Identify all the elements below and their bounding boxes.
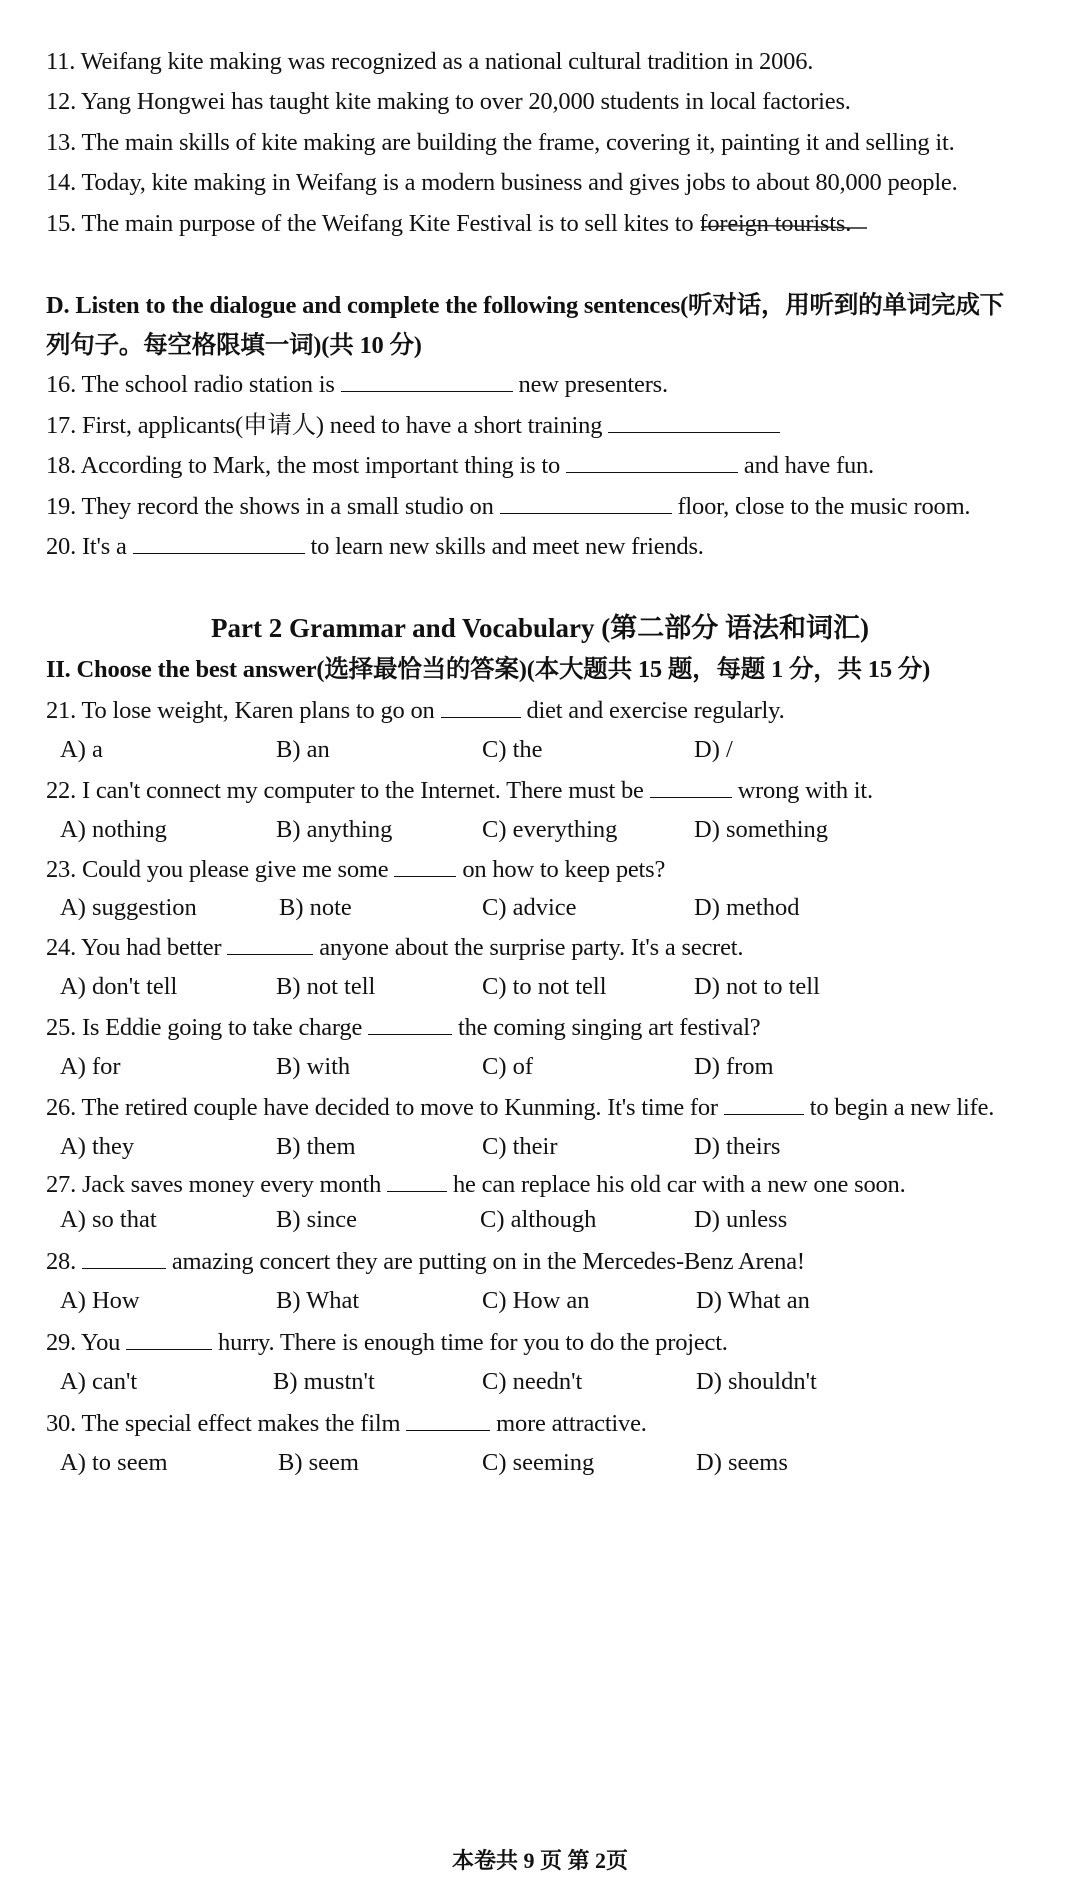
option-25-c[interactable]: C) of xyxy=(482,1053,534,1080)
question-22 xyxy=(46,775,1060,806)
option-21-a[interactable]: A) a xyxy=(60,736,103,763)
question-21-text: 21. To lose weight, Karen plans to go on xyxy=(46,697,441,724)
statement-15 xyxy=(46,209,1060,239)
question-23-tail: on how to keep pets? xyxy=(456,856,666,883)
question-26-text: 26. The retired couple have decided to move to Kunming. It's time for xyxy=(46,1094,724,1121)
question-28-tail: amazing concert they are putting on in the Mercedes-Benz Arena! xyxy=(165,1248,805,1275)
option-30-d[interactable]: D) seems xyxy=(696,1449,788,1476)
options-23 xyxy=(0,893,1080,923)
question-26 xyxy=(46,1092,1060,1123)
statement-15-text: 15. The main purpose of the Weifang Kite Festival is to sell kites to xyxy=(46,210,700,237)
question-27-tail: he can replace his old car with a new one soon. xyxy=(447,1171,906,1198)
options-21 xyxy=(0,735,1080,765)
options-22 xyxy=(0,815,1080,845)
option-23-d[interactable]: D) method xyxy=(694,894,800,921)
question-20-text: 20. It's a xyxy=(46,533,133,560)
part-2-title: Part 2 Grammar and Vocabulary (第二部分 语法和词汇) xyxy=(211,613,869,643)
question-19 xyxy=(46,491,1060,522)
statement-13: 13. The main skills of kite making are building the frame, covering it, painting it and selling it. xyxy=(46,129,955,156)
option-21-d[interactable]: D) / xyxy=(694,736,733,763)
answer-blank-19[interactable] xyxy=(500,491,672,514)
options-27 xyxy=(0,1205,1080,1235)
question-17-text: 17. First, applicants(申请人) need to have a short training xyxy=(46,412,609,439)
answer-blank-16[interactable] xyxy=(341,369,513,392)
statement-12: 12. Yang Hongwei has taught kite making to over 20,000 students in local factories. xyxy=(46,88,851,115)
option-25-a[interactable]: A) for xyxy=(60,1053,121,1080)
answer-blank-18[interactable] xyxy=(566,450,738,473)
question-16-text: 16. The school radio station is xyxy=(46,371,341,398)
question-28 xyxy=(46,1246,1060,1277)
question-27 xyxy=(46,1169,1060,1200)
option-28-c[interactable]: C) How an xyxy=(482,1287,590,1314)
option-30-a[interactable]: A) to seem xyxy=(60,1449,168,1476)
options-25 xyxy=(0,1052,1080,1082)
option-28-a[interactable]: A) How xyxy=(60,1287,140,1314)
option-26-c[interactable]: C) their xyxy=(482,1133,558,1160)
section-ii-heading: II. Choose the best answer(选择最恰当的答案)(本大题共 15 题，每题 1 分，共 15 分) xyxy=(46,656,931,683)
question-29-text: 29. You xyxy=(46,1329,127,1356)
question-25-text: 25. Is Eddie going to take charge xyxy=(46,1014,369,1041)
struck-out-words: foreign tourists. xyxy=(699,210,852,237)
page-footer: 本卷共 9 页 第 2页 xyxy=(451,1848,628,1873)
option-23-a[interactable]: A) suggestion xyxy=(60,894,197,921)
question-24-tail: anyone about the surprise party. It's a secret. xyxy=(313,934,744,961)
answer-blank-20[interactable] xyxy=(133,531,305,554)
option-21-b[interactable]: B) an xyxy=(276,736,330,763)
question-16 xyxy=(46,369,1060,400)
option-22-c[interactable]: C) everything xyxy=(482,816,618,843)
option-28-b[interactable]: B) What xyxy=(276,1287,360,1314)
statement-11: 11. Weifang kite making was recognized as a national cultural tradition in 2006. xyxy=(46,48,814,75)
question-30 xyxy=(46,1408,1060,1439)
answer-blank-30[interactable] xyxy=(406,1408,490,1431)
answer-blank-26[interactable] xyxy=(724,1092,804,1115)
question-23-text: 23. Could you please give me some xyxy=(46,856,395,883)
section-d-heading-line1: D. Listen to the dialogue and complete the following sentences(听对话，用听到的单词完成下 xyxy=(46,292,1004,319)
question-25-tail: the coming singing art festival? xyxy=(452,1014,761,1041)
question-30-tail: more attractive. xyxy=(490,1410,647,1437)
option-29-d[interactable]: D) shouldn't xyxy=(696,1368,817,1395)
question-25 xyxy=(46,1012,1060,1043)
answer-blank-28[interactable] xyxy=(82,1246,166,1269)
statement-14: 14. Today, kite making in Weifang is a modern business and gives jobs to about 80,000 people. xyxy=(46,169,958,196)
question-24 xyxy=(46,932,1060,963)
question-26-tail: to begin a new life. xyxy=(803,1094,995,1121)
question-16-tail: new presenters. xyxy=(512,371,668,398)
question-23 xyxy=(46,854,1060,885)
question-19-text: 19. They record the shows in a small studio on xyxy=(46,493,500,520)
option-23-b[interactable]: B) note xyxy=(279,894,352,921)
option-30-b[interactable]: B) seem xyxy=(278,1449,359,1476)
question-29 xyxy=(46,1327,1060,1358)
option-25-b[interactable]: B) with xyxy=(276,1053,351,1080)
question-22-tail: wrong with it. xyxy=(731,777,873,804)
option-23-c[interactable]: C) advice xyxy=(482,894,577,921)
answer-blank-24[interactable] xyxy=(227,932,313,955)
question-20-tail: to learn new skills and meet new friends. xyxy=(304,533,704,560)
question-18-text: 18. According to Mark, the most important thing is to xyxy=(46,452,566,479)
option-22-d[interactable]: D) something xyxy=(694,816,829,843)
option-26-a[interactable]: A) they xyxy=(60,1133,135,1160)
question-27-text: 27. Jack saves money every month xyxy=(46,1171,388,1198)
option-29-c[interactable]: C) needn't xyxy=(482,1368,583,1395)
question-30-text: 30. The special effect makes the film xyxy=(46,1410,407,1437)
options-29 xyxy=(0,1367,1080,1397)
answer-blank-25[interactable] xyxy=(368,1012,452,1035)
option-26-d[interactable]: D) theirs xyxy=(694,1133,781,1160)
answer-blank-22[interactable] xyxy=(650,775,732,798)
option-21-c[interactable]: C) the xyxy=(482,736,543,763)
section-d-heading-line2: 列句子。每空格限填一词)(共 10 分) xyxy=(46,332,422,359)
option-22-a[interactable]: A) nothing xyxy=(60,816,167,843)
options-26 xyxy=(0,1132,1080,1162)
question-19-tail: floor, close to the music room. xyxy=(671,493,971,520)
option-24-d[interactable]: D) not to tell xyxy=(694,973,820,1000)
answer-blank-21[interactable] xyxy=(441,695,521,718)
option-24-a[interactable]: A) don't tell xyxy=(60,973,178,1000)
question-17 xyxy=(46,410,1060,441)
option-27-d[interactable]: D) unless xyxy=(694,1206,788,1233)
question-28-text: 28. xyxy=(46,1248,82,1275)
option-29-b[interactable]: B) mustn't xyxy=(273,1368,375,1395)
option-24-c[interactable]: C) to not tell xyxy=(482,973,607,1000)
options-24 xyxy=(0,972,1080,1002)
answer-blank-27[interactable] xyxy=(387,1169,447,1192)
options-30 xyxy=(0,1448,1080,1478)
question-22-text: 22. I can't connect my computer to the Internet. There must be xyxy=(46,777,650,804)
question-18-tail: and have fun. xyxy=(737,452,874,479)
option-27-a[interactable]: A) so that xyxy=(60,1206,157,1233)
question-21-tail: diet and exercise regularly. xyxy=(520,697,785,724)
options-28 xyxy=(0,1286,1080,1316)
question-18 xyxy=(46,450,1060,481)
option-26-b[interactable]: B) them xyxy=(276,1133,356,1160)
answer-blank-23[interactable] xyxy=(394,854,456,877)
option-30-c[interactable]: C) seeming xyxy=(482,1449,595,1476)
question-29-tail: hurry. There is enough time for you to do the project. xyxy=(212,1329,728,1356)
option-28-d[interactable]: D) What an xyxy=(696,1287,810,1314)
option-22-b[interactable]: B) anything xyxy=(276,816,393,843)
option-27-c[interactable]: C) although xyxy=(480,1206,597,1233)
question-21 xyxy=(46,695,1060,726)
question-20 xyxy=(46,531,1060,562)
answer-blank-29[interactable] xyxy=(126,1327,212,1350)
option-29-a[interactable]: A) can't xyxy=(60,1368,138,1395)
option-25-d[interactable]: D) from xyxy=(694,1053,774,1080)
option-27-b[interactable]: B) since xyxy=(276,1206,357,1233)
option-24-b[interactable]: B) not tell xyxy=(276,973,376,1000)
answer-blank-17[interactable] xyxy=(608,410,780,433)
question-24-text: 24. You had better xyxy=(46,934,228,961)
struck-out-text xyxy=(699,210,851,237)
